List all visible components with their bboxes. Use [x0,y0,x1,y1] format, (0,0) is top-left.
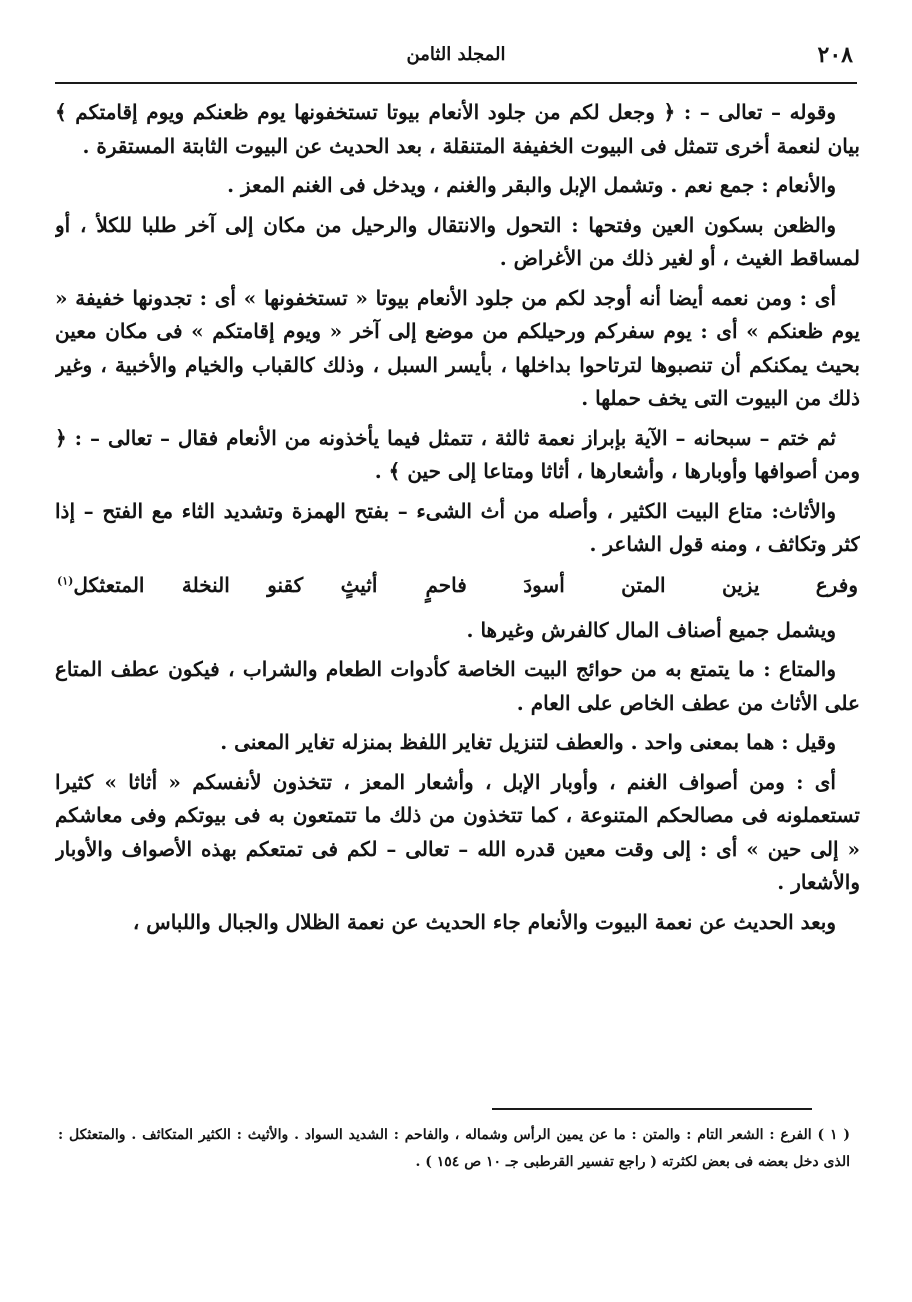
page-header [55,40,857,84]
paragraph: ثم ختم – سبحانه – الآية بإبراز نعمة ثالثة ، تتمثل فيما يأخذونه من الأنعام فقال – تعالى – : ﴿ ومن أصوافها وأوبارها ، وأشعارها ، أثاثا ومتاعا إلى حين ﴾ . [55,425,860,483]
paragraph: والمتاع : ما يتمتع به من حوائج البيت الخاصة كأدوات الطعام والشراب ، فيكون عطف المتاع على الأثاث من عطف الخاص على العام . [55,657,860,715]
verse-second-text: أثيثٍ كقنو النخلة المتعثكل [73,572,378,597]
paragraph: وقيل : هما بمعنى واحد . والعطف لتنزيل تغاير اللفظ بمنزله تغاير المعنى . [220,730,836,754]
paragraph: أى : ومن نعمه أيضا أنه أوجد لكم من جلود الأنعام بيوتا « تستخفونها » أى : تجدونها خفيفة « يوم ظعنكم » أى : يوم سفركم ورحيلكم من موضع إلى آخر « ويوم إقامتكم » فى مكان معين بحيث يمكنكم أن تنصبوها لترتاحوا بداخلها ، بأيسر السبل ، وذلك كالقباب والخيام والأخبية ، وغير ذلك من البيوت التى يخف حملها . [55,285,860,410]
verse-first-hemistich [425,568,858,602]
footnote-divider [492,1108,812,1110]
paragraph: ويشمل جميع أصناف المال كالفرش وغيرها . [466,617,836,642]
paragraph: وبعد الحديث عن نعمة البيوت والأنعام جاء الحديث عن نعمة الظلال والجبال واللباس ، [132,909,836,934]
footnote-marker: (١) [57,573,74,587]
verse-second-hemistich [57,568,377,602]
poetry-verse [55,568,860,602]
paragraph: والأثاث: متاع البيت الكثير ، وأصله من أث الشىء – بفتح الهمزة وتشديد الثاء مع الفتح – إذا كثر وتكاثف ، ومنه قول الشاعر . [55,498,860,556]
paragraph: والأنعام : جمع نعم . وتشمل الإبل والبقر والغنم ، ويدخل فى الغنم المعز . [227,173,836,197]
footnotes [58,1122,850,1176]
paragraph: أى : ومن أصواف الغنم ، وأوبار الإبل ، وأشعار المعز ، تتخذون لأنفسكم « أثاثا » كثيرا تستعملونه فى مصالحكم المتنوعة ، كما تتخذون من ذلك ما تتمتعون به فى بيوتكم وفى معاشكم « إلى حين » أى : إلى وقت معين قدره الله – تعالى – لكم فى تمتعكم بهذه الأصواف والأوبار والأشعار . [55,769,860,894]
paragraph: والظعن بسكون العين وفتحها : التحول والانتقال والرحيل من مكان إلى آخر طلبا للكلأ ، أو لمساقط الغيث ، أو لغير ذلك من الأغراض . [55,212,860,270]
main-text [55,96,860,1096]
footnote-text: ( ١ ) الفرع : الشعر التام : والمتن : ما عن يمين الرأس وشماله ، والفاحم : الشديد السواد . والأثيث : الكثير المتكاثف . والمتعثكل : الذى دخل بعضه فى بعض لكثرته ( راجع تفسير القرطبى جـ ١٠ ص ١٥٤ ) . [58,1127,850,1170]
page-number: ٢٠٨ [817,42,853,68]
paragraph: وقوله – تعالى – : ﴿ وجعل لكم من جلود الأنعام بيوتا تستخفونها يوم ظعنكم ويوم إقامتكم ﴾ بيان لنعمة أخرى تتمثل فى البيوت الخفيفة المتنقلة ، بعد الحديث عن البيوت الثابتة المستقرة . [55,100,860,158]
running-title: المجلد الثامن [406,44,506,65]
verse-first-text: وفرع يزين المتن أسودَ فاحمٍ [425,572,858,597]
